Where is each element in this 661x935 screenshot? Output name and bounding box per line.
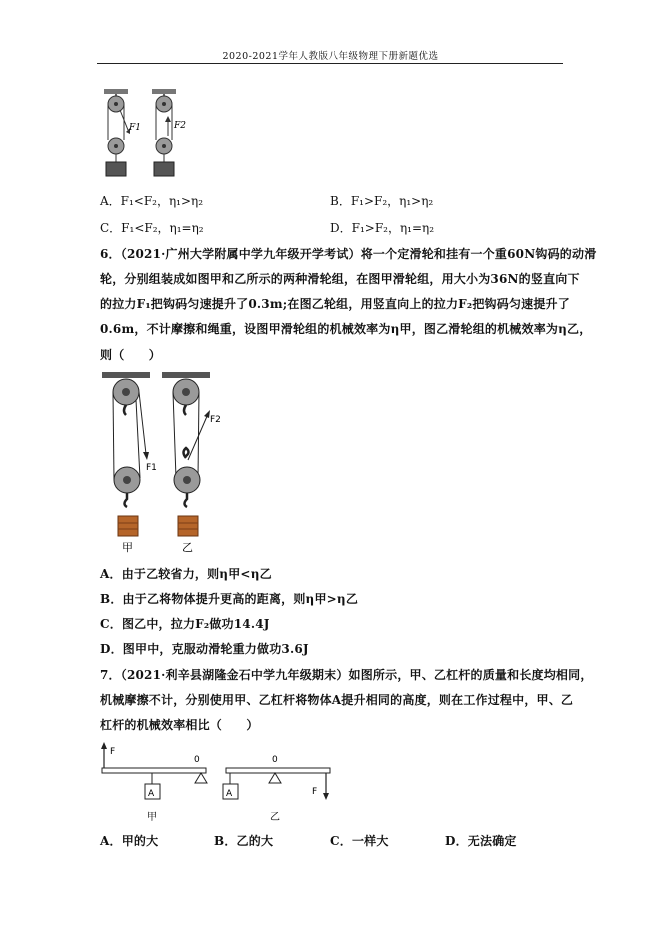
q5-right-f2-label: F2 <box>174 121 186 131</box>
q7-stem-line-3: 杠杆的机械效率相比（ ） <box>100 718 259 732</box>
q7-right-o-label: 0 <box>272 755 278 765</box>
q6-left-f1-label: F1 <box>146 463 157 473</box>
q5-right-ceiling <box>152 89 176 94</box>
q6-right-block <box>178 516 198 536</box>
q5-left-weight <box>106 162 126 176</box>
q7-option-b: B．乙的大 <box>214 834 274 848</box>
q7-right-caption: 乙 <box>270 812 280 823</box>
q7-left-lever-bar <box>102 768 206 773</box>
q5-option-d: D．F₁>F₂，η₁=η₂ <box>330 221 435 235</box>
q6-left-caption: 甲 <box>122 541 133 554</box>
q6-stem-line-3: 的拉力F₁把钩码匀速提升了0.3m;在图乙轮组，用竖直向上的拉力F₂把钩码匀速提升了 <box>100 297 570 311</box>
q6-option-b: B．由于乙将物体提升更高的距离，则η甲>η乙 <box>100 592 359 606</box>
q6-stem-line-5: 则（ ） <box>100 348 162 362</box>
q5-option-c: C．F₁<F₂，η₁=η₂ <box>100 221 204 235</box>
q5-option-b: B．F₁>F₂，η₁>η₂ <box>330 194 434 208</box>
page-header: 2020-2021学年人教版八年级物理下册新题优选 <box>222 51 439 62</box>
q6-stem-line-1: 6．（2021·广州大学附属中学九年级开学考试）将一个定滑轮和挂有一个重60N钩码的动滑 <box>100 247 597 261</box>
q5-pulley-figure <box>96 88 206 184</box>
q7-stem-line-1: 7．（2021·利辛县湖隆金石中学九年级期末）如图所示，甲、乙杠杆的质量和长度均相同， <box>100 668 593 682</box>
q7-stem-line-2: 机械摩擦不计，分别使用甲、乙杠杆将物体A提升相同的高度，则在工作过程中，甲、乙 <box>100 693 574 707</box>
q7-left-caption: 甲 <box>147 812 157 823</box>
q7-option-d: D．无法确定 <box>445 834 517 848</box>
q7-left-o-label: 0 <box>194 755 200 765</box>
q6-option-d: D．图甲中，克服动滑轮重力做功3.6J <box>100 642 309 656</box>
q6-option-a: A．由于乙较省力，则η甲<η乙 <box>100 567 272 581</box>
q7-right-fulcrum <box>269 773 281 783</box>
q7-right-a-label: A <box>226 789 233 799</box>
q5-right-weight <box>154 162 174 176</box>
q6-right-caption: 乙 <box>182 541 193 554</box>
q7-left-a-label: A <box>148 789 155 799</box>
q5-option-a: A．F₁<F₂，η₁>η₂ <box>100 194 204 208</box>
q6-right-f2-label: F2 <box>210 415 221 425</box>
q7-lever-figure <box>100 740 360 826</box>
q6-stem-line-4: 0.6m，不计摩擦和绳重，设图甲滑轮组的机械效率为η甲，图乙滑轮组的机械效率为η乙， <box>100 322 592 336</box>
q7-left-f-label: F <box>110 747 116 757</box>
q7-right-lever-bar <box>226 768 330 773</box>
q5-left-f1-label: F1 <box>129 123 141 133</box>
q6-left-block <box>118 516 138 536</box>
q5-left-ceiling <box>104 89 128 94</box>
q6-pulley-figure <box>100 370 235 556</box>
header-divider <box>97 63 563 64</box>
q7-right-f-label: F <box>312 787 318 797</box>
q7-left-fulcrum <box>195 773 207 783</box>
q6-left-ceiling <box>102 372 150 378</box>
q6-right-ceiling <box>162 372 210 378</box>
q7-option-a: A．甲的大 <box>100 834 159 848</box>
q7-option-c: C．一样大 <box>330 834 389 848</box>
q6-stem-line-2: 轮，分别组装成如图甲和乙所示的两种滑轮组，在图甲滑轮组，用大小为36N的竖直向下 <box>100 272 580 286</box>
q6-option-c: C．图乙中，拉力F₂做功14.4J <box>100 617 270 631</box>
